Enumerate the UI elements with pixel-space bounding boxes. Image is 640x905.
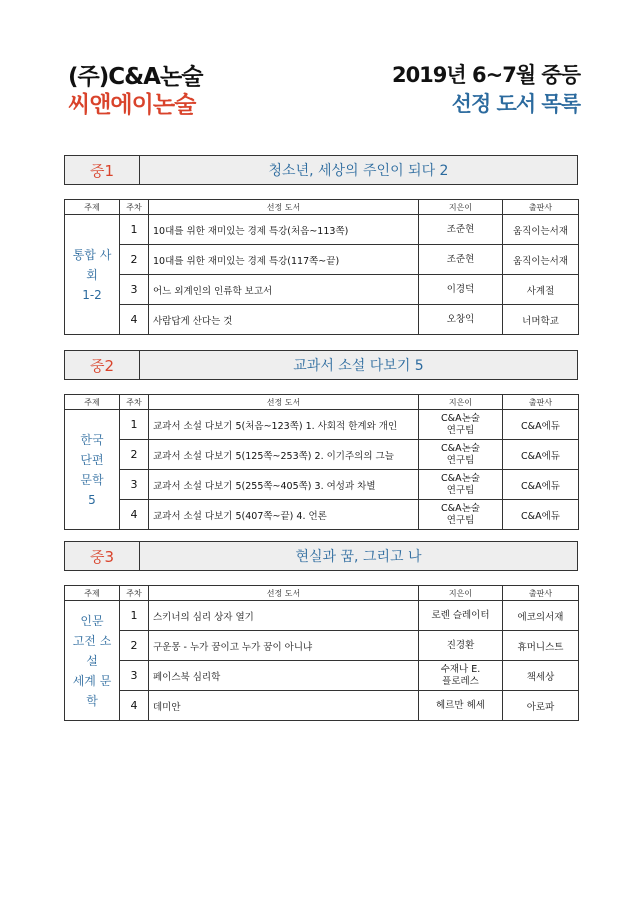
header-subject: 주제: [65, 586, 120, 601]
row-author: C&A논술 연구팀: [419, 410, 503, 440]
book-section: [64, 155, 578, 327]
table-row: [65, 215, 579, 245]
header-publisher: 출판사: [503, 200, 579, 215]
row-publisher: 너머학교: [503, 305, 579, 335]
header-week: 주차: [120, 395, 149, 410]
row-book-title: 데미안: [149, 691, 419, 721]
row-book-title: 10대를 위한 재미있는 경제 특강(117쪽~끝): [149, 245, 419, 275]
section-header: [64, 155, 578, 185]
row-publisher: 아로파: [503, 691, 579, 721]
document-title: [392, 62, 580, 119]
row-publisher: C&A에듀: [503, 410, 579, 440]
section-heading: 청소년, 세상의 주인이 되다 2: [268, 163, 449, 179]
header-subject: 주제: [65, 395, 120, 410]
book-table: [64, 585, 579, 721]
row-book-title: 교과서 소설 다보기 5(125쪽~253쪽) 2. 이기주의의 그늘: [149, 440, 419, 470]
header-publisher: 출판사: [503, 586, 579, 601]
row-author: C&A논술 연구팀: [419, 440, 503, 470]
header-author: 지은이: [419, 586, 503, 601]
book-table: [64, 199, 579, 335]
row-author: 수재나 E. 플로레스: [419, 661, 503, 691]
row-book-title: 구운몽 - 누가 꿈이고 누가 꿈이 아니냐: [149, 631, 419, 661]
row-week: 1: [120, 601, 149, 631]
section-grade: 중1: [65, 156, 140, 184]
table-row: [65, 500, 579, 530]
table-header-row: [65, 395, 579, 410]
row-week: 3: [120, 661, 149, 691]
header-week: 주차: [120, 586, 149, 601]
row-publisher: 사계절: [503, 275, 579, 305]
row-author: 조준현: [419, 245, 503, 275]
header-week: 주차: [120, 200, 149, 215]
row-subject: 인문 고전 소설 세계 문학: [65, 601, 120, 721]
section-grade: 중2: [65, 351, 140, 379]
header-title: 선정 도서: [149, 200, 419, 215]
table-row: [65, 661, 579, 691]
table-row: [65, 245, 579, 275]
document-title-main: 선정 도서 목록: [451, 92, 580, 116]
section-heading: 현실과 꿈, 그리고 나: [295, 549, 422, 565]
row-subject: 한국 단편 문학 5: [65, 410, 120, 530]
table-row: [65, 470, 579, 500]
row-author: 오창익: [419, 305, 503, 335]
table-row: [65, 440, 579, 470]
row-publisher: 휴머니스트: [503, 631, 579, 661]
row-author: 로렌 슬레이터: [419, 601, 503, 631]
book-table: [64, 394, 579, 530]
company-logo: [68, 64, 202, 120]
row-book-title: 10대를 위한 재미있는 경제 특강(처음~113쪽): [149, 215, 419, 245]
row-author: C&A논술 연구팀: [419, 470, 503, 500]
row-week: 4: [120, 691, 149, 721]
row-book-title: 페이스북 심리학: [149, 661, 419, 691]
row-publisher: 책세상: [503, 661, 579, 691]
row-week: 1: [120, 215, 149, 245]
header-author: 지은이: [419, 395, 503, 410]
row-author: 조준현: [419, 215, 503, 245]
row-week: 4: [120, 305, 149, 335]
header-publisher: 출판사: [503, 395, 579, 410]
table-row: [65, 631, 579, 661]
table-header-row: [65, 586, 579, 601]
table-row: [65, 691, 579, 721]
row-week: 2: [120, 245, 149, 275]
table-row: [65, 601, 579, 631]
header-title: 선정 도서: [149, 586, 419, 601]
row-subject: 통합 사회 1-2: [65, 215, 120, 335]
row-author: 이경덕: [419, 275, 503, 305]
row-book-title: 사람답게 산다는 것: [149, 305, 419, 335]
table-row: [65, 305, 579, 335]
row-publisher: 움직이는서재: [503, 245, 579, 275]
header-title: 선정 도서: [149, 395, 419, 410]
row-publisher: 움직이는서재: [503, 215, 579, 245]
table-row: [65, 275, 579, 305]
logo-company-name: (주)C&A논술: [68, 64, 203, 90]
row-book-title: 교과서 소설 다보기 5(처음~123쪽) 1. 사회적 한계와 개인: [149, 410, 419, 440]
row-publisher: 에코의서재: [503, 601, 579, 631]
logo-brand-name: 씨앤에이논술: [68, 92, 196, 118]
row-book-title: 교과서 소설 다보기 5(407쪽~끝) 4. 언론: [149, 500, 419, 530]
row-week: 4: [120, 500, 149, 530]
row-publisher: C&A에듀: [503, 470, 579, 500]
header-subject: 주제: [65, 200, 120, 215]
document-title-period: 2019년 6~7월 중등: [391, 63, 580, 87]
row-week: 3: [120, 275, 149, 305]
table-row: [65, 410, 579, 440]
section-heading: 교과서 소설 다보기 5: [293, 358, 424, 374]
row-publisher: C&A에듀: [503, 440, 579, 470]
section-header: [64, 350, 578, 380]
book-section: [64, 350, 578, 526]
row-book-title: 교과서 소설 다보기 5(255쪽~405쪽) 3. 여성과 차별: [149, 470, 419, 500]
section-grade: 중3: [65, 542, 140, 570]
row-week: 2: [120, 631, 149, 661]
row-author: C&A논술 연구팀: [419, 500, 503, 530]
table-header-row: [65, 200, 579, 215]
header-author: 지은이: [419, 200, 503, 215]
row-book-title: 어느 외계인의 인류학 보고서: [149, 275, 419, 305]
row-week: 3: [120, 470, 149, 500]
row-book-title: 스키너의 심리 상자 열기: [149, 601, 419, 631]
row-week: 1: [120, 410, 149, 440]
row-author: 헤르만 헤세: [419, 691, 503, 721]
section-header: [64, 541, 578, 571]
row-publisher: C&A에듀: [503, 500, 579, 530]
book-section: [64, 541, 578, 713]
row-author: 진경환: [419, 631, 503, 661]
row-week: 2: [120, 440, 149, 470]
